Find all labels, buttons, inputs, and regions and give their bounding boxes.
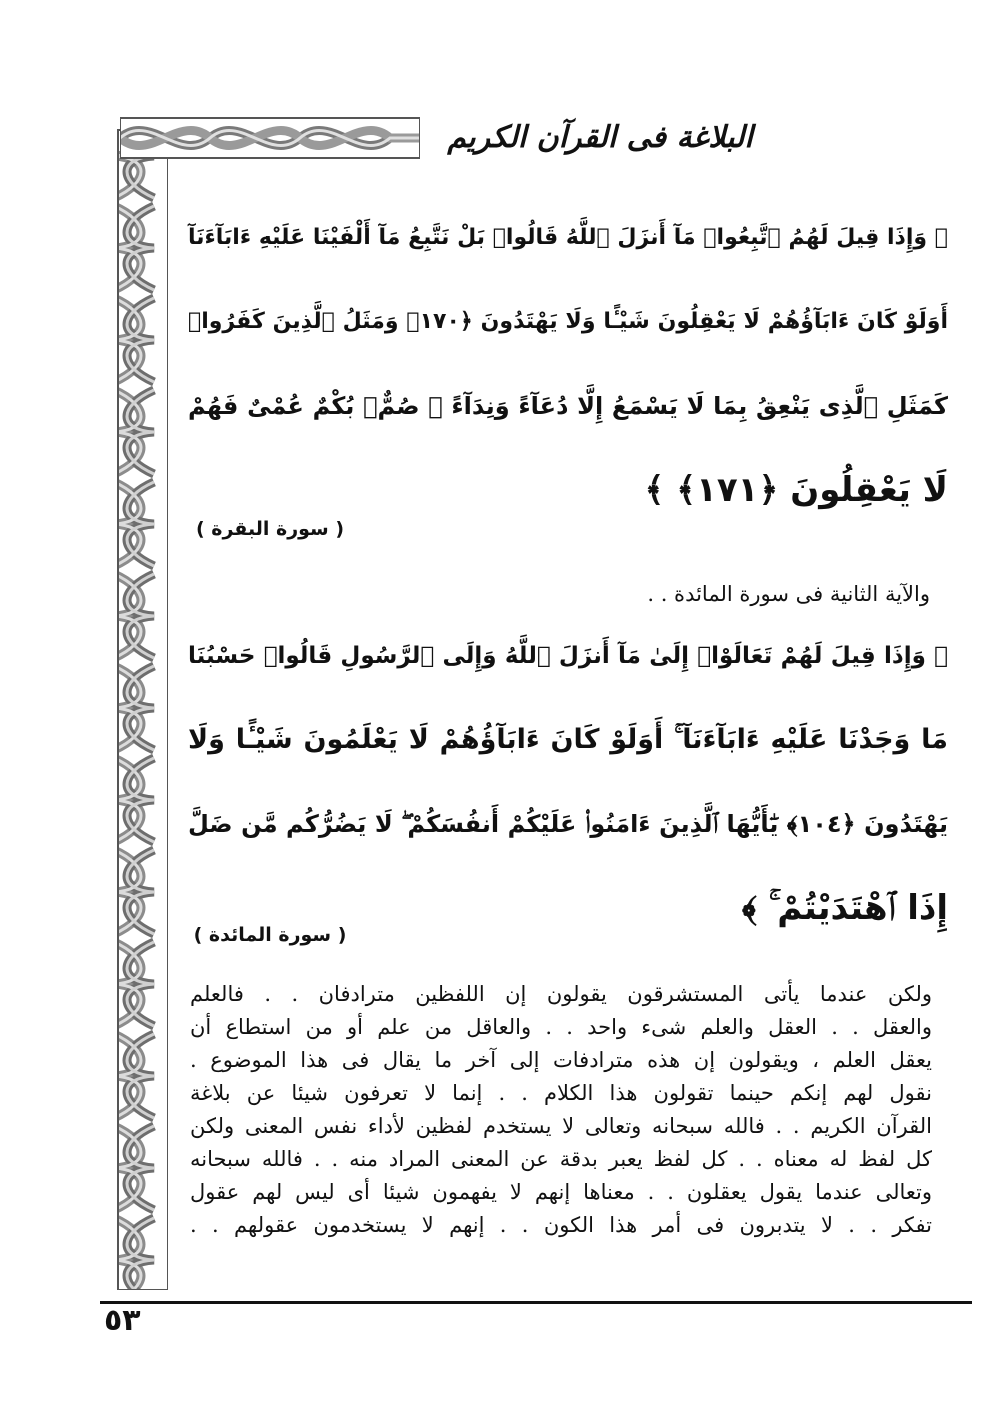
paragraph-line: القرآن الكريم . . فالله سبحانه وتعالى لا يستخدم لفظين لأداء نفس المعنى ولكن (190, 1114, 932, 1138)
verse-line: أَوَلَوْ كَانَ ءَابَآؤُهُمْ لَا يَعْقِلُونَ شَيْـًٔا وَلَا يَهْتَدُونَ ﴿١٧٠﴾ وَمَثَلُ ٱلَّذِينَ كَفَرُوا۟ (188, 309, 948, 334)
page-number: ٥٣ (104, 1303, 141, 1338)
verse-line: إِذَا ٱهْتَدَيْتُمْ ۚ ﴾ (741, 888, 948, 928)
verse-line: ﴿ وَإِذَا قِيلَ لَهُمْ تَعَالَوْا۟ إِلَىٰ مَآ أَنزَلَ ٱللَّهُ وَإِلَى ٱلرَّسُولِ قَالُوا۟ حَسْبُنَا (188, 643, 948, 669)
paragraph-line: والعقل . . العقل والعلم شىء واحد . . والعاقل من علم أو من استطاع أن (190, 1015, 932, 1039)
surah-reference-maidah: ( سورة المائدة ) (193, 924, 347, 946)
verse-block-baqarah (188, 196, 948, 532)
intro-line: والآية الثانية فى سورة المائدة . . (647, 582, 930, 606)
verse-line: يَهْتَدُونَ ﴿١٠٤﴾ يَٰٓأَيُّهَا ٱلَّذِينَ ءَامَنُوا۟ عَلَيْكُمْ أَنفُسَكُمْ ۖ لَا يَضُرُّكُم مَّن ضَلَّ (188, 810, 948, 838)
verse-line: مَا وَجَدْنَا عَلَيْهِ ءَابَآءَنَآ ۚ أَوَلَوْ كَانَ ءَابَآؤُهُمْ لَا يَعْلَمُونَ شَيْـًٔا وَلَا (188, 724, 948, 755)
body-paragraph (190, 978, 932, 1242)
verse-line: كَمَثَلِ ٱلَّذِى يَنْعِقُ بِمَا لَا يَسْمَعُ إِلَّا دُعَآءً وَنِدَآءً ۚ صُمٌّۢ بُكْمٌ عُمْىٌ فَهُمْ (188, 392, 948, 420)
surah-reference-baqarah: ( سورة البقرة ) (195, 518, 345, 540)
paragraph-line: تفكر . . لا يتدبرون فى أمر هذا الكون . . إنهم لا يستخدمون عقولهم . . (190, 1213, 932, 1237)
ornamental-border (100, 110, 168, 1290)
paragraph-line: نقول لهم إنكم حينما تقولون هذا الكلام . . إنما لا تعرفون شيئا عن بلاغة (190, 1081, 932, 1105)
paragraph-line: يعقل العلم ، ويقولون إن هذه مترادفات إلى آخر ما يقال فى هذا الموضوع . (190, 1048, 932, 1072)
verse-block-maidah (188, 614, 948, 950)
verse-line: لَا يَعْقِلُونَ ﴿١٧١﴾ ﴾ (644, 470, 948, 510)
verse-line: ﴿ وَإِذَا قِيلَ لَهُمُ ٱتَّبِعُوا۟ مَآ أَنزَلَ ٱللَّهُ قَالُوا۟ بَلْ نَتَّبِعُ مَآ أَلْفَيْنَا عَلَيْهِ ءَابَآءَنَآ (188, 225, 948, 250)
footer-divider (100, 1301, 972, 1304)
ornamental-corner (120, 112, 420, 182)
paragraph-line: كل لفظ له معناه . . كل لفظ يعبر بدقة عن المعنى المراد منه . . فالله سبحانه (190, 1147, 932, 1171)
paragraph-line: وتعالى عندما يقول يعقلون . . معناها إنهم لا يفهمون شيئا أى ليس لهم عقول (190, 1180, 932, 1204)
paragraph-line: ولكن عندما يأتى المستشرقون يقولون إن اللفظين مترادفان . . فالعلم (190, 982, 932, 1006)
running-title: البلاغة فى القرآن الكريم (447, 120, 753, 155)
